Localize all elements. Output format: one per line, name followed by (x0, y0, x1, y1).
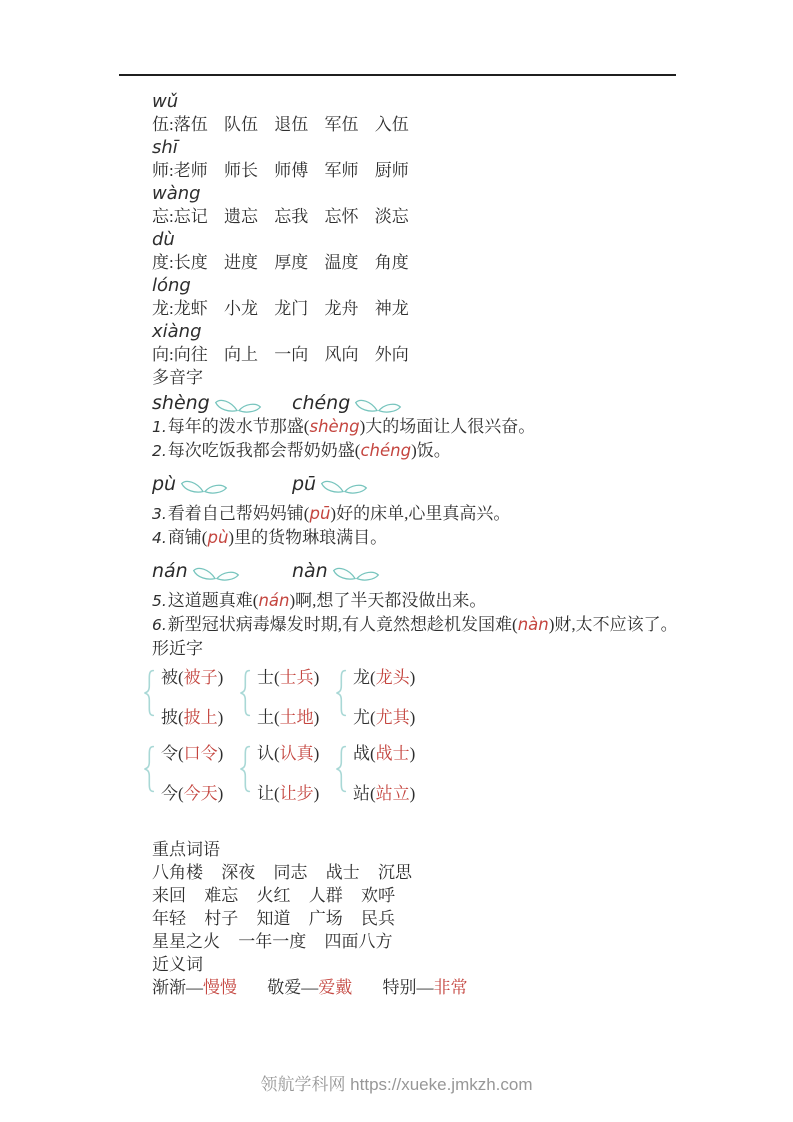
sentence-text: )大的场面让人很兴奋。 (359, 417, 536, 436)
char-word-red: 认真 (279, 744, 314, 763)
char-entry-bottom: 尤(尤其) (353, 708, 416, 727)
synonym-left: 渐渐— (152, 978, 203, 997)
synonym-right: 慢慢 (203, 978, 237, 997)
leaf-sprout-icon (353, 398, 403, 416)
word-row: 度:长度 进度 厚度 温度 角度 (152, 253, 409, 272)
word-family-group (152, 320, 774, 366)
sentence-text: )好的床单,心里真高兴。 (330, 504, 511, 523)
char-entry-bottom: 站(站立) (353, 784, 416, 803)
similar-char-set (142, 666, 774, 730)
similar-char-group (142, 666, 238, 730)
pinyin-label: lóng (152, 275, 191, 296)
pinyin-label: shī (152, 137, 178, 158)
footer-watermark: 领航学科网 https://xueke.jmkzh.com (260, 1075, 533, 1094)
pinyin-reading: nàn (517, 615, 549, 634)
header-rule (119, 74, 676, 76)
sentence-text: )啊,想了半天都没做出来。 (289, 591, 487, 610)
char-word-red: 被子 (183, 668, 218, 687)
sentence-number: 4. (152, 529, 167, 547)
keyword-row: 星星之火 一年一度 四面八方 (152, 932, 393, 951)
char-word-red: 让步 (279, 784, 314, 803)
sentence-text: 这道题真难( (167, 591, 259, 610)
pinyin-reading: shèng (309, 417, 360, 436)
pinyin-a-label: shèng (152, 392, 210, 414)
sentence-number: 5. (152, 592, 167, 610)
char-word-red: 士兵 (279, 668, 314, 687)
keyword-row: 八角楼 深夜 同志 战士 沉思 (152, 863, 412, 882)
char-entry-bottom: 土(土地) (257, 708, 320, 727)
word-row: 忘:忘记 遗忘 忘我 忘怀 淡忘 (152, 207, 409, 226)
keyword-row: 年轻 村子 知道 广场 民兵 (152, 909, 395, 928)
word-family-group (152, 182, 774, 228)
similar-char-set (142, 742, 774, 806)
synonym-pair (267, 978, 352, 997)
synonym-pair (383, 978, 468, 997)
char-word-red: 今天 (183, 784, 218, 803)
synonym-left: 特别— (382, 978, 434, 997)
pinyin-pair-header (152, 472, 774, 496)
section-title-keywords: 重点词语 (152, 840, 220, 859)
synonym-left: 敬爱— (267, 978, 319, 997)
sentence-number: 2. (152, 442, 167, 460)
pinyin-label: xiàng (152, 321, 202, 342)
similar-char-group (238, 666, 334, 730)
sentence-number: 1. (152, 418, 167, 436)
char-word-red: 尤其 (375, 708, 410, 727)
example-sentence (152, 415, 774, 439)
pinyin-b-label: chéng (292, 392, 351, 414)
sentence-text: 新型冠状病毒爆发时期,有人竟然想趁机发国难( (167, 615, 518, 634)
char-entry-top: 认(认真) (257, 744, 320, 763)
brace-icon (238, 745, 251, 793)
example-sentence (152, 613, 774, 637)
sentence-text: 商铺( (167, 528, 208, 547)
pinyin-a-label: nán (152, 560, 188, 582)
pinyin-b-label: pū (292, 473, 317, 495)
sentence-number: 3. (152, 505, 167, 523)
pinyin-label: wàng (152, 183, 201, 204)
pinyin-pair-header (152, 391, 774, 415)
brace-icon (334, 745, 347, 793)
example-sentence (152, 589, 774, 613)
brace-icon (142, 669, 155, 717)
brace-icon (238, 669, 251, 717)
sentence-text: 每年的泼水节那盛( (167, 417, 310, 436)
brace-icon (142, 745, 155, 793)
sentence-text: )里的货物琳琅满目。 (228, 528, 388, 547)
char-entry-top: 令(口令) (161, 744, 224, 763)
word-family-list (152, 90, 774, 366)
char-entry-bottom: 让(让步) (257, 784, 320, 803)
leaf-sprout-icon (331, 566, 381, 584)
char-entry-bottom: 披(披上) (161, 708, 224, 727)
word-family-group (152, 274, 774, 320)
pinyin-a-label: pù (152, 473, 177, 495)
pinyin-label: wǔ (152, 91, 179, 112)
section-title-duoyinzi: 多音字 (152, 368, 203, 387)
leaf-sprout-icon (319, 479, 369, 497)
example-sentence (152, 526, 774, 550)
word-row: 向:向往 向上 一向 风向 外向 (152, 345, 409, 364)
example-sentence (152, 439, 774, 463)
char-entry-top: 士(士兵) (257, 668, 320, 687)
char-word-red: 披上 (183, 708, 218, 727)
char-entry-top: 战(战士) (353, 744, 416, 763)
similar-char-group (334, 666, 430, 730)
char-entry-bottom: 今(今天) (161, 784, 224, 803)
section-title-xingjinzi: 形近字 (152, 639, 203, 658)
brace-icon (334, 669, 347, 717)
word-row: 龙:龙虾 小龙 龙门 龙舟 神龙 (152, 299, 409, 318)
sentence-text: 每次吃饭我都会帮奶奶盛( (167, 441, 361, 460)
char-entry-top: 龙(龙头) (353, 668, 416, 687)
char-word-red: 站立 (375, 784, 410, 803)
word-row: 师:老师 师长 师傅 军师 厨师 (152, 161, 409, 180)
pinyin-reading: pù (207, 528, 229, 547)
char-word-red: 战士 (375, 744, 410, 763)
word-family-group (152, 136, 774, 182)
similar-char-group (238, 742, 334, 806)
char-word-red: 口令 (183, 744, 218, 763)
char-word-red: 龙头 (375, 668, 410, 687)
leaf-sprout-icon (213, 398, 263, 416)
word-family-group (152, 90, 774, 136)
pinyin-b-label: nàn (292, 560, 328, 582)
synonym-right: 爱戴 (318, 978, 353, 997)
char-entry-top: 被(被子) (161, 668, 224, 687)
pinyin-reading: pū (309, 504, 331, 523)
synonym-right: 非常 (433, 978, 468, 997)
sentence-text: )财,太不应该了。 (548, 615, 678, 634)
keyword-row: 来回 难忘 火红 人群 欢呼 (152, 886, 395, 905)
synonym-pair (152, 978, 237, 997)
sentence-text: 看着自己帮妈妈铺( (167, 504, 310, 523)
section-title-synonyms: 近义词 (152, 955, 203, 974)
synonym-row (152, 976, 774, 1000)
example-sentence (152, 502, 774, 526)
pinyin-reading: chéng (360, 441, 412, 460)
leaf-sprout-icon (179, 479, 229, 497)
pinyin-pair-header (152, 559, 774, 583)
char-word-red: 土地 (279, 708, 314, 727)
leaf-sprout-icon (191, 566, 241, 584)
pinyin-label: dù (152, 229, 175, 250)
similar-char-group (142, 742, 238, 806)
word-row: 伍:落伍 队伍 退伍 军伍 入伍 (152, 115, 409, 134)
pinyin-reading: nán (258, 591, 290, 610)
word-family-group (152, 228, 774, 274)
sentence-text: )饭。 (411, 441, 451, 460)
sentence-number: 6. (152, 616, 167, 634)
similar-char-group (334, 742, 430, 806)
document-body (152, 90, 774, 1000)
